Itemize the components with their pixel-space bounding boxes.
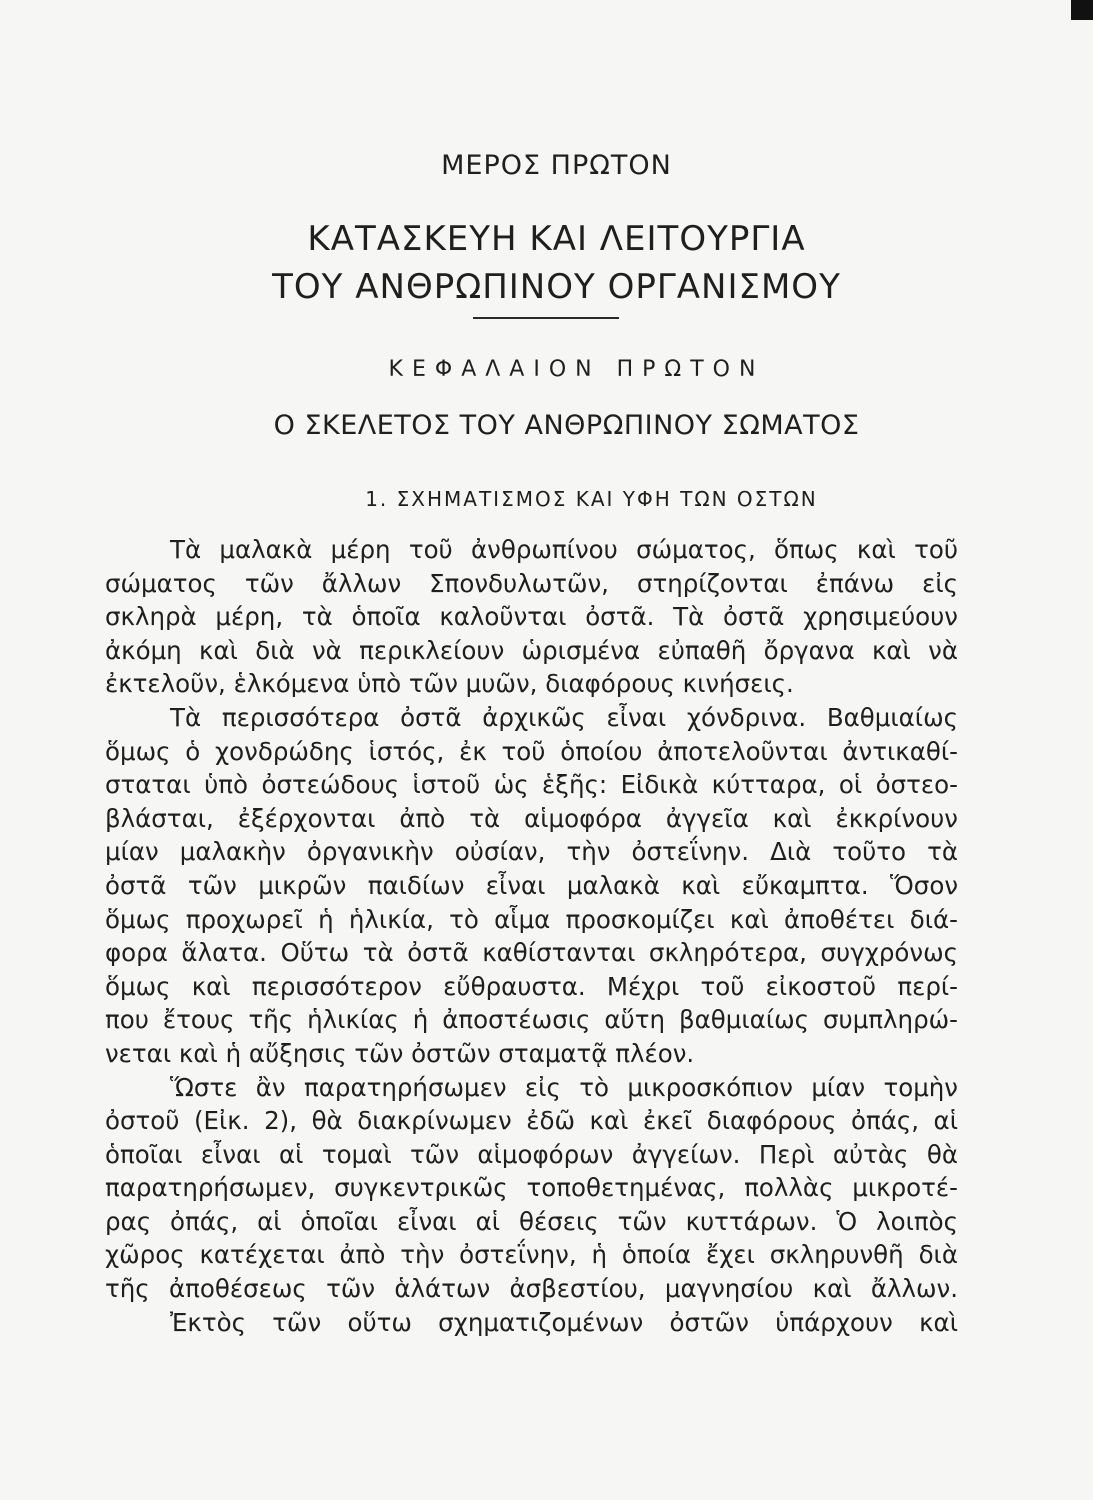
text-line: ὀστοῦ (Εἰκ. 2), θὰ διακρίνωμεν ἐδῶ καὶ ἐκεῖ διαφόρους ὀπάς, αἱ: [105, 1106, 958, 1136]
text-line: βλάσται, ἐξέρχονται ἀπὸ τὰ αἱμοφόρα ἀγγεῖα καὶ ἐκκρίνουν: [105, 803, 958, 833]
body-text: [105, 533, 958, 1339]
text-line: Ὥστε ἂν παρατηρήσωμεν εἰς τὸ μικροσκόπιον μίαν τομὴν: [170, 1072, 958, 1102]
text-line: νεται καὶ ἡ αὔξησις τῶν ὀστῶν σταματᾷ πλέον.: [105, 1038, 695, 1068]
text-line: σκληρὰ μέρη, τὰ ὁποῖα καλοῦνται ὀστᾶ. Τὰ ὀστᾶ χρησιμεύουν: [105, 602, 958, 632]
scan-edge-mark: [1071, 0, 1093, 20]
text-line: ὁποῖαι εἶναι αἱ τομαὶ τῶν αἱμοφόρων ἀγγείων. Περὶ αὐτὰς θὰ: [105, 1139, 958, 1169]
text-line: ὅμως προχωρεῖ ἡ ἡλικία, τὸ αἷμα προσκομίζει καὶ ἀποθέτει διά-: [105, 904, 958, 934]
chapter-title: Ο ΣΚΕΛΕΤΟΣ ΤΟΥ ΑΝΘΡΩΠΙΝΟΥ ΣΩΜΑΤΟΣ: [273, 410, 860, 441]
text-line: Ἐκτὸς τῶν οὕτω σχηματιζομένων ὀστῶν ὑπάρχουν καὶ: [170, 1307, 958, 1337]
text-line: Τὰ μαλακὰ μέρη τοῦ ἀνθρωπίνου σώματος, ὅπως καὶ τοῦ: [170, 535, 958, 564]
text-line: χῶρος κατέχεται ἀπὸ τὴν ὀστεΐνην, ἡ ὁποία ἔχει σκληρυνθῆ διὰ: [105, 1240, 958, 1270]
text-line: ὅμως καὶ περισσότερον εὔθραυστα. Μέχρι τοῦ εἰκοστοῦ περί-: [105, 971, 958, 1001]
text-line: Τὰ περισσότερα ὀστᾶ ἀρχικῶς εἶναι χόνδρινα. Βαθμιαίως: [170, 702, 958, 732]
book-title-line-2: ΤΟΥ ΑΝΘΡΩΠΙΝΟΥ ΟΡΓΑΝΙΣΜΟΥ: [272, 267, 841, 307]
book-title-line-1: ΚΑΤΑΣΚΕΥΗ ΚΑΙ ΛΕΙΤΟΥΡΓΙΑ: [307, 219, 806, 259]
title-divider: [473, 317, 619, 319]
chapter-label: ΚΕΦΑΛΑΙΟΝ ΠΡΩΤΟΝ: [388, 357, 765, 382]
text-line: ρας ὀπάς, αἱ ὁποῖαι εἶναι αἱ θέσεις τῶν κυττάρων. Ὁ λοιπὸς: [105, 1206, 958, 1236]
text-line: μίαν μαλακὴν ὀργανικὴν οὐσίαν, τὴν ὀστεΐνην. Διὰ τοῦτο τὰ: [105, 837, 958, 867]
text-line: που ἔτους τῆς ἡλικίας ἡ ἀποστέωσις αὕτη βαθμιαίως συμπληρώ-: [105, 1005, 958, 1035]
text-line: σταται ὑπὸ ὀστεώδους ἱστοῦ ὡς ἑξῆς: Εἰδικὰ κύτταρα, οἱ ὀστεο-: [105, 770, 958, 800]
text-line: παρατηρήσωμεν, συγκεντρικῶς τοποθετημένας, πολλὰς μικροτέ-: [105, 1173, 958, 1203]
text-line: ἀκόμη καὶ διὰ νὰ περικλείουν ὡρισμένα εὐπαθῆ ὄργανα καὶ νὰ: [105, 635, 958, 665]
text-line: τῆς ἀποθέσεως τῶν ἁλάτων ἀσβεστίου, μαγνησίου καὶ ἄλλων.: [105, 1274, 958, 1304]
part-title: ΜΕΡΟΣ ΠΡΩΤΟΝ: [441, 150, 672, 181]
text-line: ὅμως ὁ χονδρώδης ἱστός, ἐκ τοῦ ὁποίου ἀποτελοῦνται ἀντικαθί-: [105, 736, 958, 766]
section-title: 1. ΣΧΗΜΑΤΙΣΜΟΣ ΚΑΙ ΥΦΗ ΤΩΝ ΟΣΤΩΝ: [365, 487, 818, 511]
book-title: [0, 215, 1093, 311]
text-line: ἐκτελοῦν, ἑλκόμενα ὑπὸ τῶν μυῶν, διαφόρους κινήσεις.: [105, 669, 794, 699]
text-line: ὀστᾶ τῶν μικρῶν παιδίων εἶναι μαλακὰ καὶ εὔκαμπτα. Ὅσον: [105, 870, 958, 900]
text-line: σώματος τῶν ἄλλων Σπονδυλωτῶν, στηρίζονται ἐπάνω εἰς: [105, 568, 958, 598]
text-line: φορα ἅλατα. Οὕτω τὰ ὀστᾶ καθίστανται σκληρότερα, συγχρόνως: [105, 938, 958, 968]
